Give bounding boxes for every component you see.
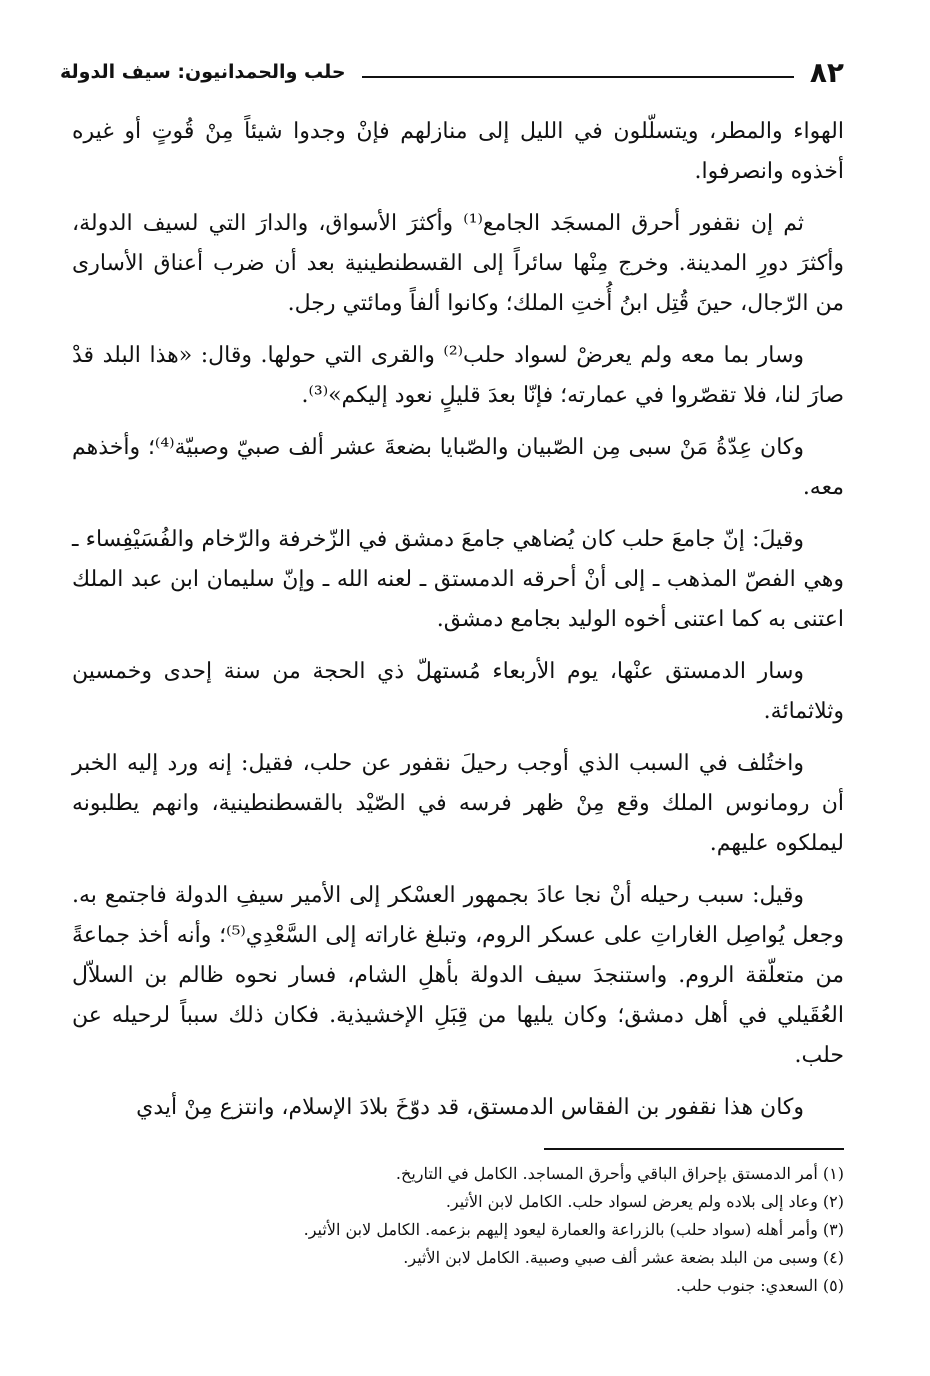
footnote: (٥) السعدي: جنوب حلب. xyxy=(676,1276,844,1295)
header-rule xyxy=(362,76,794,78)
paragraph: وقيل: سبب رحيله أنْ نجا عادَ بجمهور العسْكر إلى الأمير سيفِ الدولة فاجتمع به. وجعل يُواصِل الغاراتِ على عسكر الروم، وتبلغ غاراته إلى السَّعْدِي⁽⁵⁾؛ وأنه أخذ جماعةً من متعلّقة الروم. واستنجدَ سيف الدولة بأهلِ الشام، فسار نحوه ظالم بن السلاّل العُقَيلي في أهل دمشق؛ وكان يليها من قِبَلِ الإخشيذية. فكان ذلك سبباً لرحيله عن حلب. xyxy=(72,883,845,1068)
footnote: (١) أمر الدمستق بإحراق الباقي وأحرق المساجد. الكامل في التاريخ. xyxy=(395,1164,844,1183)
footnote: (٣) وأمر أهله (سواد حلب) بالزراعة والعمارة ليعود إليهم بزعمه. الكامل لابن الأثير. xyxy=(303,1220,844,1239)
footnote: (٤) وسبى من البلد بضعة عشر ألف صبي وصبية. الكامل لابن الأثير. xyxy=(403,1248,844,1267)
main-text xyxy=(72,112,844,1140)
footnotes xyxy=(100,1160,844,1300)
running-title: حلب والحمدانيون: سيف الدولة xyxy=(60,61,346,83)
paragraph: وكان عِدّةُ مَنْ سبى مِن الصّبيان والصّبايا بضعةَ عشر ألف صبيّ وصبيّة⁽⁴⁾؛ وأخذهم معه. xyxy=(72,435,844,500)
paragraph: وكان هذا نقفور بن الفقاس الدمستق، قد دوّخَ بلادَ الإسلام، وانتزع مِنْ أيدي xyxy=(136,1095,804,1120)
footnote-separator xyxy=(544,1148,844,1150)
paragraph: وسار الدمستق عنْها، يوم الأربعاء مُستهلّ ذي الحجة من سنة إحدى وخمسين وثلاثمائة. xyxy=(72,659,844,724)
paragraph: ثم إن نقفور أحرق المسجَد الجامع⁽¹⁾ وأكثرَ الأسواق، والدارَ التي لسيف الدولة، وأكثرَ دورِ المدينة. وخرج مِنْها سائراً إلى القسطنطينية بعد أن ضرب أعناق الأسارى من الرّجال، حينَ قُتِل ابنُ أُختِ الملك؛ وكانوا ألفاً ومائتي رجل. xyxy=(72,211,844,316)
paragraph: واختُلف في السبب الذي أوجب رحيلَ نقفور عن حلب، فقيل: إنه ورد إليه الخبر أن رومانوس الملك وقع مِنْ ظهر فرسه في الصّيْد بالقسطنطينية، وانهم يطلبونه ليملكوه عليهم. xyxy=(72,751,844,856)
page-number: ٨٢ xyxy=(809,55,844,89)
page-header xyxy=(60,52,844,92)
footnote: (٢) وعاد إلى بلاده ولم يعرض لسواد حلب. الكامل لابن الأثير. xyxy=(445,1192,844,1211)
paragraph: وسار بما معه ولم يعرضْ لسواد حلب⁽²⁾ والقرى التي حولها. وقال: «هذا البلد قدْ صارَ لنا، فلا تقصّروا في عمارته؛ فإنّا بعدَ قليلٍ نعود إليكم»⁽³⁾. xyxy=(72,343,844,408)
paragraph: الهواء والمطر، ويتسلّلون في الليل إلى منازلهم فإنْ وجدوا شيئاً مِنْ قُوتٍ أو غيره أخذوه وانصرفوا. xyxy=(72,119,844,184)
paragraph: وقيلَ: إنّ جامعَ حلب كان يُضاهي جامعَ دمشق في الزّخرفة والرّخام والفُسَيْفِساء ـ وهي الفصّ المذهب ـ إلى أنْ أحرقه الدمستق ـ لعنه الله ـ وإنّ سليمان ابن عبد الملك اعتنى به كما اعتنى أخوه الوليد بجامع دمشق. xyxy=(72,527,844,632)
